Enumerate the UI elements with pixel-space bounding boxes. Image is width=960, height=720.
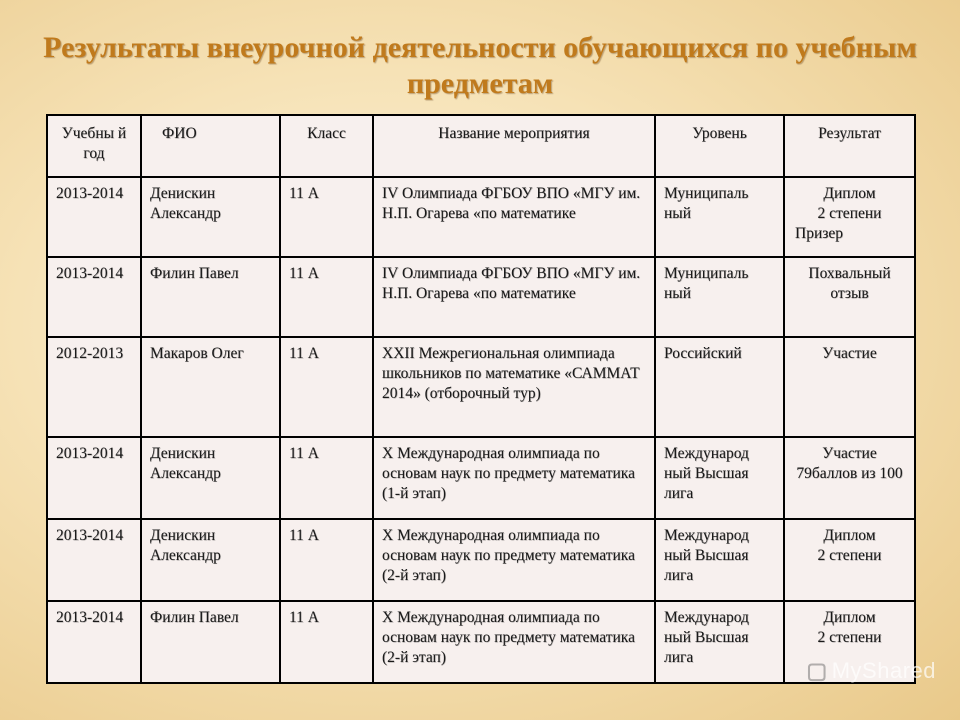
cell-event: X Международная олимпиада по основам наук по предмету математика (2-й этап) <box>373 601 655 683</box>
cell-result <box>784 519 915 601</box>
cell-event: IV Олимпиада ФГБОУ ВПО «МГУ им. Н.П. Огарева «по математике <box>373 257 655 337</box>
table-row <box>47 337 915 437</box>
watermark-text: MyShared <box>831 658 936 683</box>
result-line: 2 степени <box>817 629 882 646</box>
page-title: Результаты внеурочной деятельности обучающихся по учебным предметам <box>43 31 917 100</box>
cell-level: Международ ный Высшая лига <box>655 437 784 519</box>
cell-event: X Международная олимпиада по основам наук по предмету математика (1-й этап) <box>373 437 655 519</box>
table-row <box>47 519 915 601</box>
cell-level: Международ ный Высшая лига <box>655 519 784 601</box>
watermark <box>806 658 936 684</box>
header-year: Учебны й год <box>47 115 141 177</box>
result-line: 2 степени <box>817 205 882 222</box>
cell-class: 11 А <box>280 519 373 601</box>
cell-year: 2013-2014 <box>47 177 141 257</box>
cell-name: Денискин Александр <box>141 437 280 519</box>
result-line: 2 степени <box>817 547 882 564</box>
cell-name: Денискин Александр <box>141 519 280 601</box>
cell-event: XXII Межрегиональная олимпиада школьников по математике «САММАТ 2014» (отборочный тур) <box>373 337 655 437</box>
cell-class: 11 А <box>280 177 373 257</box>
cell-level: Международ ный Высшая лига <box>655 601 784 683</box>
cell-class: 11 А <box>280 257 373 337</box>
table-row <box>47 601 915 683</box>
result-line: Участие <box>822 445 877 462</box>
cell-year: 2013-2014 <box>47 519 141 601</box>
results-table <box>46 114 916 684</box>
header-class: Класс <box>280 115 373 177</box>
cell-result <box>784 177 915 257</box>
cell-class: 11 А <box>280 601 373 683</box>
table-row <box>47 437 915 519</box>
header-level: Уровень <box>655 115 784 177</box>
table-row <box>47 257 915 337</box>
result-line: 79баллов из 100 <box>796 465 903 482</box>
result-line: Диплом <box>823 185 876 202</box>
result-line: Участие <box>822 345 877 362</box>
cell-class: 11 А <box>280 337 373 437</box>
cell-name: Макаров Олег <box>141 337 280 437</box>
cell-year: 2012-2013 <box>47 337 141 437</box>
cell-name: Филин Павел <box>141 601 280 683</box>
cell-result <box>784 337 915 437</box>
cell-year: 2013-2014 <box>47 601 141 683</box>
header-result: Результат <box>784 115 915 177</box>
cell-year: 2013-2014 <box>47 437 141 519</box>
table-header-row <box>47 115 915 177</box>
cell-level: Российский <box>655 337 784 437</box>
cell-level: Муниципаль ный <box>655 257 784 337</box>
cell-event: X Международная олимпиада по основам наук по предмету математика (2-й этап) <box>373 519 655 601</box>
cell-name: Филин Павел <box>141 257 280 337</box>
cell-name: Денискин Александр <box>141 177 280 257</box>
cell-result <box>784 257 915 337</box>
result-line: Похвальный отзыв <box>808 265 891 302</box>
logo-icon: ▢ <box>806 658 828 683</box>
cell-level: Муниципаль ный <box>655 177 784 257</box>
cell-year: 2013-2014 <box>47 257 141 337</box>
header-name: ФИО <box>141 115 280 177</box>
table-row <box>47 177 915 257</box>
cell-class: 11 А <box>280 437 373 519</box>
cell-event: IV Олимпиада ФГБОУ ВПО «МГУ им. Н.П. Огарева «по математике <box>373 177 655 257</box>
cell-result <box>784 437 915 519</box>
result-line: Призер <box>795 225 843 242</box>
result-line: Диплом <box>823 527 876 544</box>
header-event: Название мероприятия <box>373 115 655 177</box>
result-line: Диплом <box>823 609 876 626</box>
